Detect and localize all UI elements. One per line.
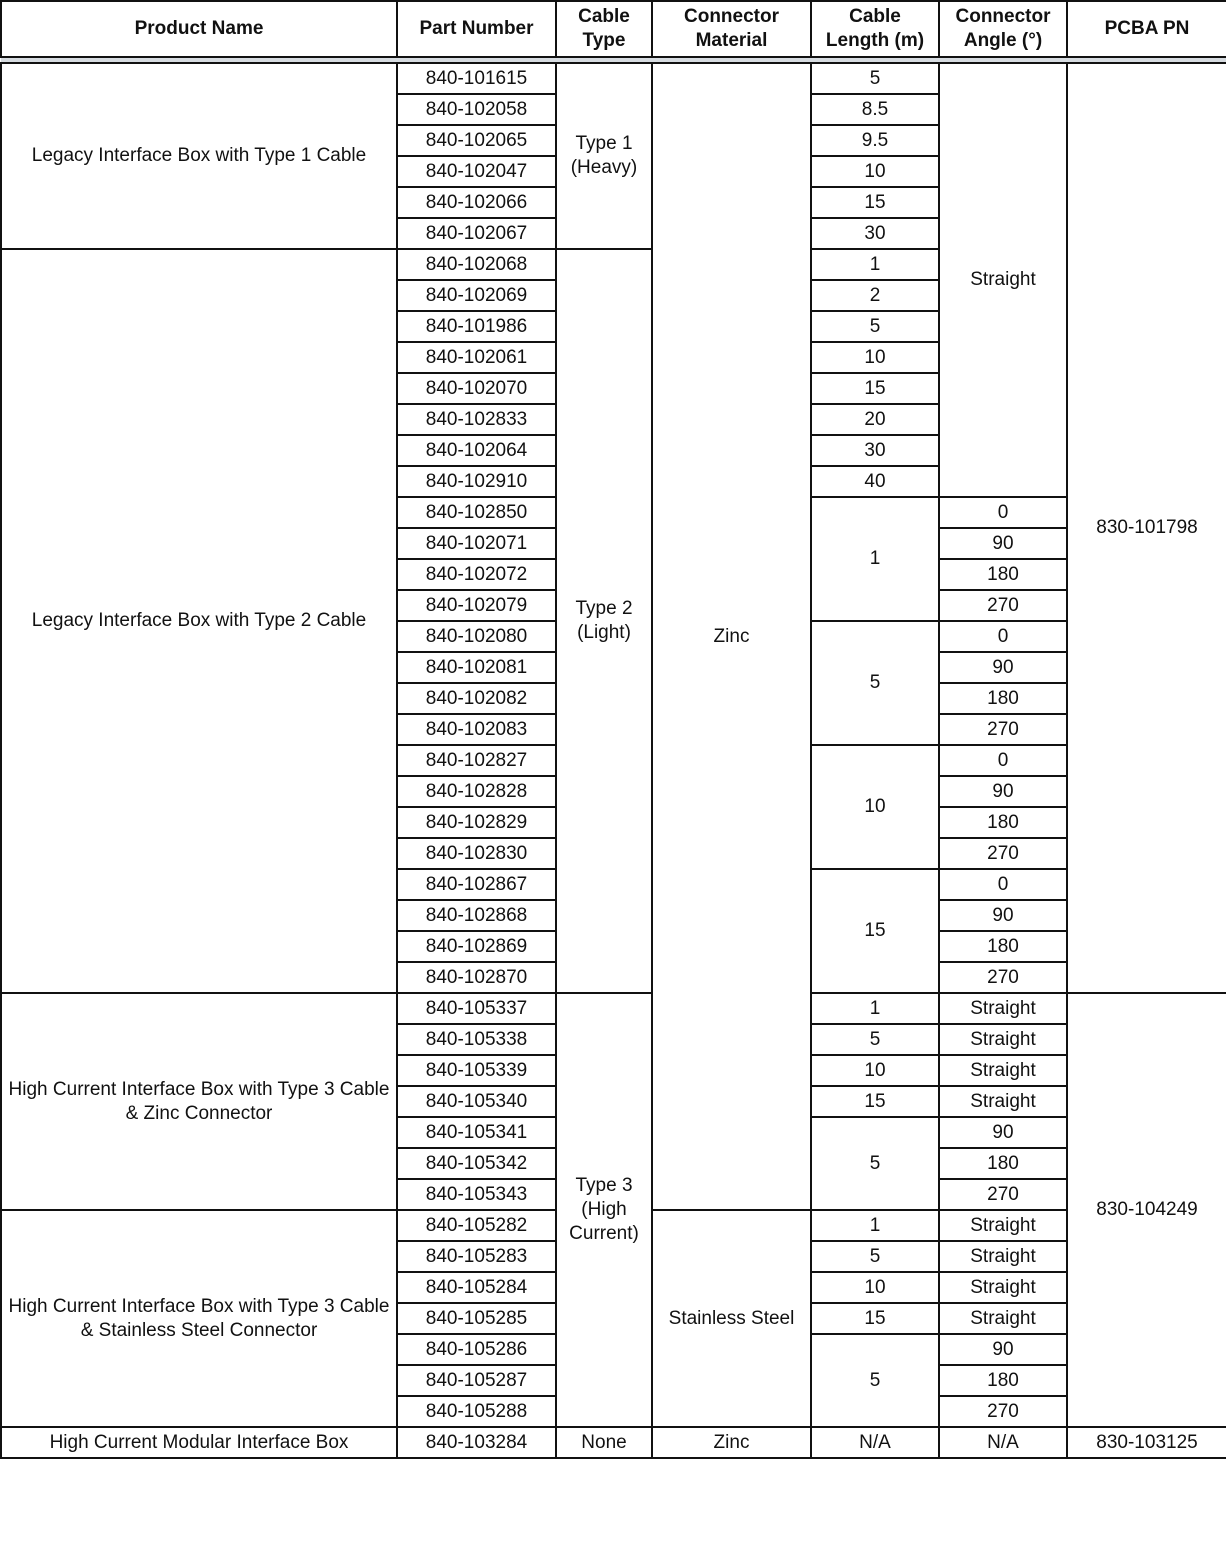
cable-length-cell: 15	[811, 1086, 939, 1117]
header-product-name: Product Name	[1, 1, 397, 57]
cable-length-cell: 5	[811, 621, 939, 745]
product-name-cell: High Current Modular Interface Box	[1, 1427, 397, 1458]
cable-length-cell: 2	[811, 280, 939, 311]
header-cable-length: Cable Length (m)	[811, 1, 939, 57]
cable-length-cell: 40	[811, 466, 939, 497]
connector-angle-cell: 270	[939, 1179, 1067, 1210]
part-number-cell: 840-101986	[397, 311, 556, 342]
header-pcba-pn: PCBA PN	[1067, 1, 1226, 57]
cable-length-cell: 5	[811, 1117, 939, 1210]
part-number-cell: 840-102058	[397, 94, 556, 125]
cable-length-cell: 30	[811, 435, 939, 466]
connector-angle-cell: 180	[939, 931, 1067, 962]
part-number-cell: 840-105285	[397, 1303, 556, 1334]
part-number-cell: 840-102827	[397, 745, 556, 776]
connector-angle-cell: Straight	[939, 1086, 1067, 1117]
connector-angle-cell: 180	[939, 1365, 1067, 1396]
part-number-cell: 840-105342	[397, 1148, 556, 1179]
header-row	[1, 1, 1226, 57]
cable-type-cell: Type 1 (Heavy)	[556, 63, 652, 249]
cable-length-cell: 5	[811, 311, 939, 342]
part-number-cell: 840-102067	[397, 218, 556, 249]
part-number-cell: 840-102066	[397, 187, 556, 218]
connector-angle-cell: Straight	[939, 1055, 1067, 1086]
part-number-cell: 840-102828	[397, 776, 556, 807]
cable-length-cell: 5	[811, 1334, 939, 1427]
part-number-cell: 840-102061	[397, 342, 556, 373]
product-name-cell: High Current Interface Box with Type 3 Cable & Zinc Connector	[1, 993, 397, 1210]
pcba-pn-cell: 830-103125	[1067, 1427, 1226, 1458]
part-number-cell: 840-105287	[397, 1365, 556, 1396]
cable-length-cell: 1	[811, 993, 939, 1024]
part-number-cell: 840-105288	[397, 1396, 556, 1427]
part-number-cell: 840-102868	[397, 900, 556, 931]
cable-length-cell: 1	[811, 1210, 939, 1241]
part-number-cell: 840-105286	[397, 1334, 556, 1365]
cable-length-cell: 9.5	[811, 125, 939, 156]
connector-angle-cell: 90	[939, 528, 1067, 559]
header-part-number: Part Number	[397, 1, 556, 57]
part-number-cell: 840-102867	[397, 869, 556, 900]
connector-angle-cell: Straight	[939, 63, 1067, 497]
cable-length-cell: 30	[811, 218, 939, 249]
cable-length-cell: 10	[811, 342, 939, 373]
part-number-cell: 840-102071	[397, 528, 556, 559]
connector-angle-cell: N/A	[939, 1427, 1067, 1458]
part-number-cell: 840-105340	[397, 1086, 556, 1117]
part-number-cell: 840-101615	[397, 63, 556, 94]
connector-angle-cell: 0	[939, 745, 1067, 776]
pcba-pn-cell: 830-101798	[1067, 63, 1226, 993]
part-number-cell: 840-102070	[397, 373, 556, 404]
connector-angle-cell: 90	[939, 652, 1067, 683]
connector-angle-cell: 90	[939, 900, 1067, 931]
cable-type-cell: Type 3 (High Current)	[556, 993, 652, 1427]
connector-angle-cell: 90	[939, 1334, 1067, 1365]
connector-angle-cell: 180	[939, 683, 1067, 714]
cable-length-cell: 15	[811, 187, 939, 218]
connector-angle-cell: 0	[939, 869, 1067, 900]
part-number-cell: 840-102068	[397, 249, 556, 280]
part-number-cell: 840-102081	[397, 652, 556, 683]
connector-angle-cell: Straight	[939, 1024, 1067, 1055]
part-number-cell: 840-105338	[397, 1024, 556, 1055]
part-number-cell: 840-102072	[397, 559, 556, 590]
connector-angle-cell: 90	[939, 776, 1067, 807]
part-number-cell: 840-105339	[397, 1055, 556, 1086]
connector-angle-cell: Straight	[939, 993, 1067, 1024]
connector-angle-cell: 270	[939, 838, 1067, 869]
cable-length-cell: 10	[811, 1272, 939, 1303]
connector-angle-cell: 270	[939, 1396, 1067, 1427]
cable-length-cell: 1	[811, 249, 939, 280]
part-number-cell: 840-105343	[397, 1179, 556, 1210]
connector-angle-cell: Straight	[939, 1210, 1067, 1241]
connector-angle-cell: 90	[939, 1117, 1067, 1148]
part-number-cell: 840-102069	[397, 280, 556, 311]
cable-length-cell: 10	[811, 745, 939, 869]
cable-length-cell: N/A	[811, 1427, 939, 1458]
cable-type-cell: None	[556, 1427, 652, 1458]
cable-length-cell: 10	[811, 1055, 939, 1086]
part-number-cell: 840-102079	[397, 590, 556, 621]
connector-angle-cell: 180	[939, 807, 1067, 838]
connector-angle-cell: 0	[939, 497, 1067, 528]
table-row	[1, 1427, 1226, 1458]
cable-length-cell: 5	[811, 1241, 939, 1272]
part-number-cell: 840-102082	[397, 683, 556, 714]
cable-length-cell: 10	[811, 156, 939, 187]
product-name-cell: High Current Interface Box with Type 3 Cable & Stainless Steel Connector	[1, 1210, 397, 1427]
part-number-cell: 840-102910	[397, 466, 556, 497]
connector-angle-cell: Straight	[939, 1272, 1067, 1303]
connector-material-cell: Zinc	[652, 1427, 811, 1458]
cable-length-cell: 8.5	[811, 94, 939, 125]
part-number-cell: 840-105341	[397, 1117, 556, 1148]
connector-angle-cell: 270	[939, 962, 1067, 993]
cable-length-cell: 1	[811, 497, 939, 621]
pcba-pn-cell: 830-104249	[1067, 993, 1226, 1427]
part-number-cell: 840-105284	[397, 1272, 556, 1303]
table-row	[1, 993, 1226, 1024]
part-number-cell: 840-102869	[397, 931, 556, 962]
cable-length-cell: 15	[811, 1303, 939, 1334]
part-number-cell: 840-102047	[397, 156, 556, 187]
part-number-cell: 840-102850	[397, 497, 556, 528]
table-row	[1, 63, 1226, 94]
header-connector-angle: Connector Angle (°)	[939, 1, 1067, 57]
connector-angle-cell: 180	[939, 1148, 1067, 1179]
connector-material-cell: Zinc	[652, 63, 811, 1210]
connector-angle-cell: 0	[939, 621, 1067, 652]
product-name-cell: Legacy Interface Box with Type 1 Cable	[1, 63, 397, 249]
part-number-cell: 840-102833	[397, 404, 556, 435]
product-name-cell: Legacy Interface Box with Type 2 Cable	[1, 249, 397, 993]
part-number-cell: 840-102064	[397, 435, 556, 466]
part-number-cell: 840-102829	[397, 807, 556, 838]
cable-length-cell: 20	[811, 404, 939, 435]
cable-length-cell: 5	[811, 1024, 939, 1055]
part-number-cell: 840-102830	[397, 838, 556, 869]
header-connector-material: Connector Material	[652, 1, 811, 57]
part-number-cell: 840-102083	[397, 714, 556, 745]
part-number-cell: 840-103284	[397, 1427, 556, 1458]
part-number-cell: 840-105282	[397, 1210, 556, 1241]
part-number-cell: 840-102080	[397, 621, 556, 652]
connector-material-cell: Stainless Steel	[652, 1210, 811, 1427]
cable-type-cell: Type 2 (Light)	[556, 249, 652, 993]
connector-angle-cell: 270	[939, 590, 1067, 621]
cable-length-cell: 15	[811, 373, 939, 404]
connector-angle-cell: 180	[939, 559, 1067, 590]
connector-angle-cell: 270	[939, 714, 1067, 745]
connector-angle-cell: Straight	[939, 1303, 1067, 1334]
table-body	[1, 57, 1226, 1458]
part-number-cell: 840-105283	[397, 1241, 556, 1272]
header-cable-type: Cable Type	[556, 1, 652, 57]
part-number-cell: 840-102870	[397, 962, 556, 993]
cable-length-cell: 5	[811, 63, 939, 94]
part-number-cell: 840-105337	[397, 993, 556, 1024]
part-number-cell: 840-102065	[397, 125, 556, 156]
cable-length-cell: 15	[811, 869, 939, 993]
connector-angle-cell: Straight	[939, 1241, 1067, 1272]
